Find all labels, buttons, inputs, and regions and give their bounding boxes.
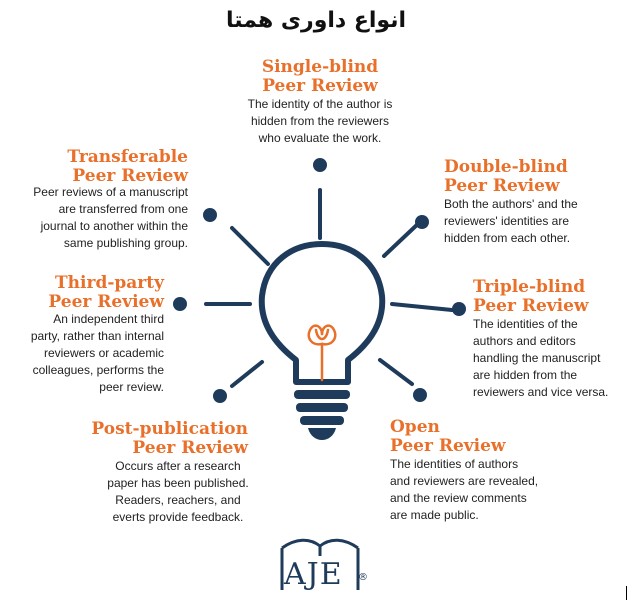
double-blind-description: [444, 196, 624, 247]
ray-top-right: [384, 222, 420, 256]
single-blind-line-1: The identity of the author is: [247, 97, 393, 111]
triple-blind-line-4: are hidden from the: [473, 368, 578, 382]
triple-blind-line-2: authors and editors: [473, 334, 576, 348]
transferable-heading-line-1: Transferable: [67, 147, 188, 167]
third-party-line-4: colleagues, performs the: [32, 363, 164, 377]
dot-right: [452, 302, 466, 316]
open-line-3: and the review comments: [390, 491, 527, 505]
dot-bottom-right: [413, 388, 427, 402]
open-line-2: and reviewers are revealed,: [390, 474, 539, 488]
transferable-line-2: are transferred from one: [58, 202, 188, 216]
double-blind-line-2: reviewers' identities are: [444, 214, 570, 228]
triple-blind-description: [473, 316, 629, 401]
aje-logo-text: AJE: [284, 557, 343, 592]
transferable-heading-line-2: Peer Review: [72, 166, 188, 186]
post-publication-line-4: everts provide feedback.: [112, 510, 244, 524]
post-publication-heading: [40, 420, 248, 458]
ray-top-left: [232, 228, 268, 264]
third-party-line-1: An independent third: [53, 312, 164, 326]
triple-blind-heading-line-2: Peer Review: [473, 296, 589, 316]
single-blind-line-2: hidden from the reviewers: [250, 114, 390, 128]
double-blind-heading: [444, 158, 624, 196]
ray-right: [392, 304, 452, 310]
post-publication-line-1: Occurs after a research: [115, 459, 241, 473]
triple-blind-line-1: The identities of the: [473, 317, 578, 331]
dot-top: [313, 158, 327, 172]
dot-left: [173, 297, 187, 311]
third-party-line-5: peer review.: [99, 380, 164, 394]
single-blind-heading-line-2: Peer Review: [262, 76, 378, 96]
post-publication-description: [84, 458, 272, 526]
ray-bottom-right: [380, 360, 412, 384]
double-blind-line-1: Both the authors' and the: [444, 197, 578, 211]
double-blind-heading-line-2: Peer Review: [444, 176, 560, 196]
transferable-line-4: same publishing group.: [63, 236, 188, 250]
dot-bottom-left: [213, 389, 227, 403]
single-blind-heading: [212, 58, 428, 96]
ray-bottom-left: [232, 362, 262, 386]
triple-blind-heading-line-1: Triple-blind: [473, 277, 586, 297]
open-heading-line-2: Peer Review: [390, 436, 506, 456]
single-blind-heading-line-1: Single-blind: [261, 57, 379, 77]
double-blind-line-3: hidden from each other.: [444, 231, 571, 245]
single-blind-description: [212, 96, 428, 147]
open-line-4: are made public.: [390, 508, 479, 522]
open-line-1: The identities of authors: [390, 457, 519, 471]
double-blind-heading-line-1: Double-blind: [444, 157, 568, 177]
triple-blind-line-5: reviewers and vice versa.: [473, 385, 609, 399]
post-publication-line-2: paper has been published.: [107, 476, 249, 490]
transferable-description: [10, 184, 188, 252]
third-party-heading-line-1: Third-party: [55, 273, 164, 293]
third-party-heading: [10, 274, 164, 312]
post-publication-heading-line-1: Post-publication: [91, 419, 248, 439]
third-party-line-2: party, rather than internal: [30, 329, 164, 343]
third-party-heading-line-2: Peer Review: [48, 292, 164, 312]
third-party-line-3: reviewers or academic: [43, 346, 164, 360]
open-heading: [390, 418, 590, 456]
single-blind-line-3: who evaluate the work.: [258, 131, 382, 145]
page-title: انواع داوری همتا: [225, 8, 407, 33]
post-publication-heading-line-2: Peer Review: [132, 438, 248, 458]
transferable-line-1: Peer reviews of a manuscript: [33, 185, 188, 199]
rays: [206, 190, 452, 386]
open-description: [390, 456, 590, 524]
text-cursor: [626, 586, 627, 600]
aje-logo-registered-mark: ®: [358, 572, 368, 583]
third-party-description: [10, 311, 164, 396]
post-publication-line-3: Readers, reachers, and: [115, 493, 241, 507]
aje-logo: [280, 558, 370, 594]
dot-top-right: [415, 215, 429, 229]
triple-blind-heading: [473, 278, 629, 316]
filament-icon: [309, 326, 336, 380]
bulb-base: [294, 390, 350, 440]
open-heading-line-1: Open: [390, 417, 440, 437]
dot-top-left: [203, 208, 217, 222]
transferable-heading: [10, 148, 188, 186]
triple-blind-line-3: handling the manuscript: [473, 351, 601, 365]
transferable-line-3: journal to another within the: [40, 219, 188, 233]
